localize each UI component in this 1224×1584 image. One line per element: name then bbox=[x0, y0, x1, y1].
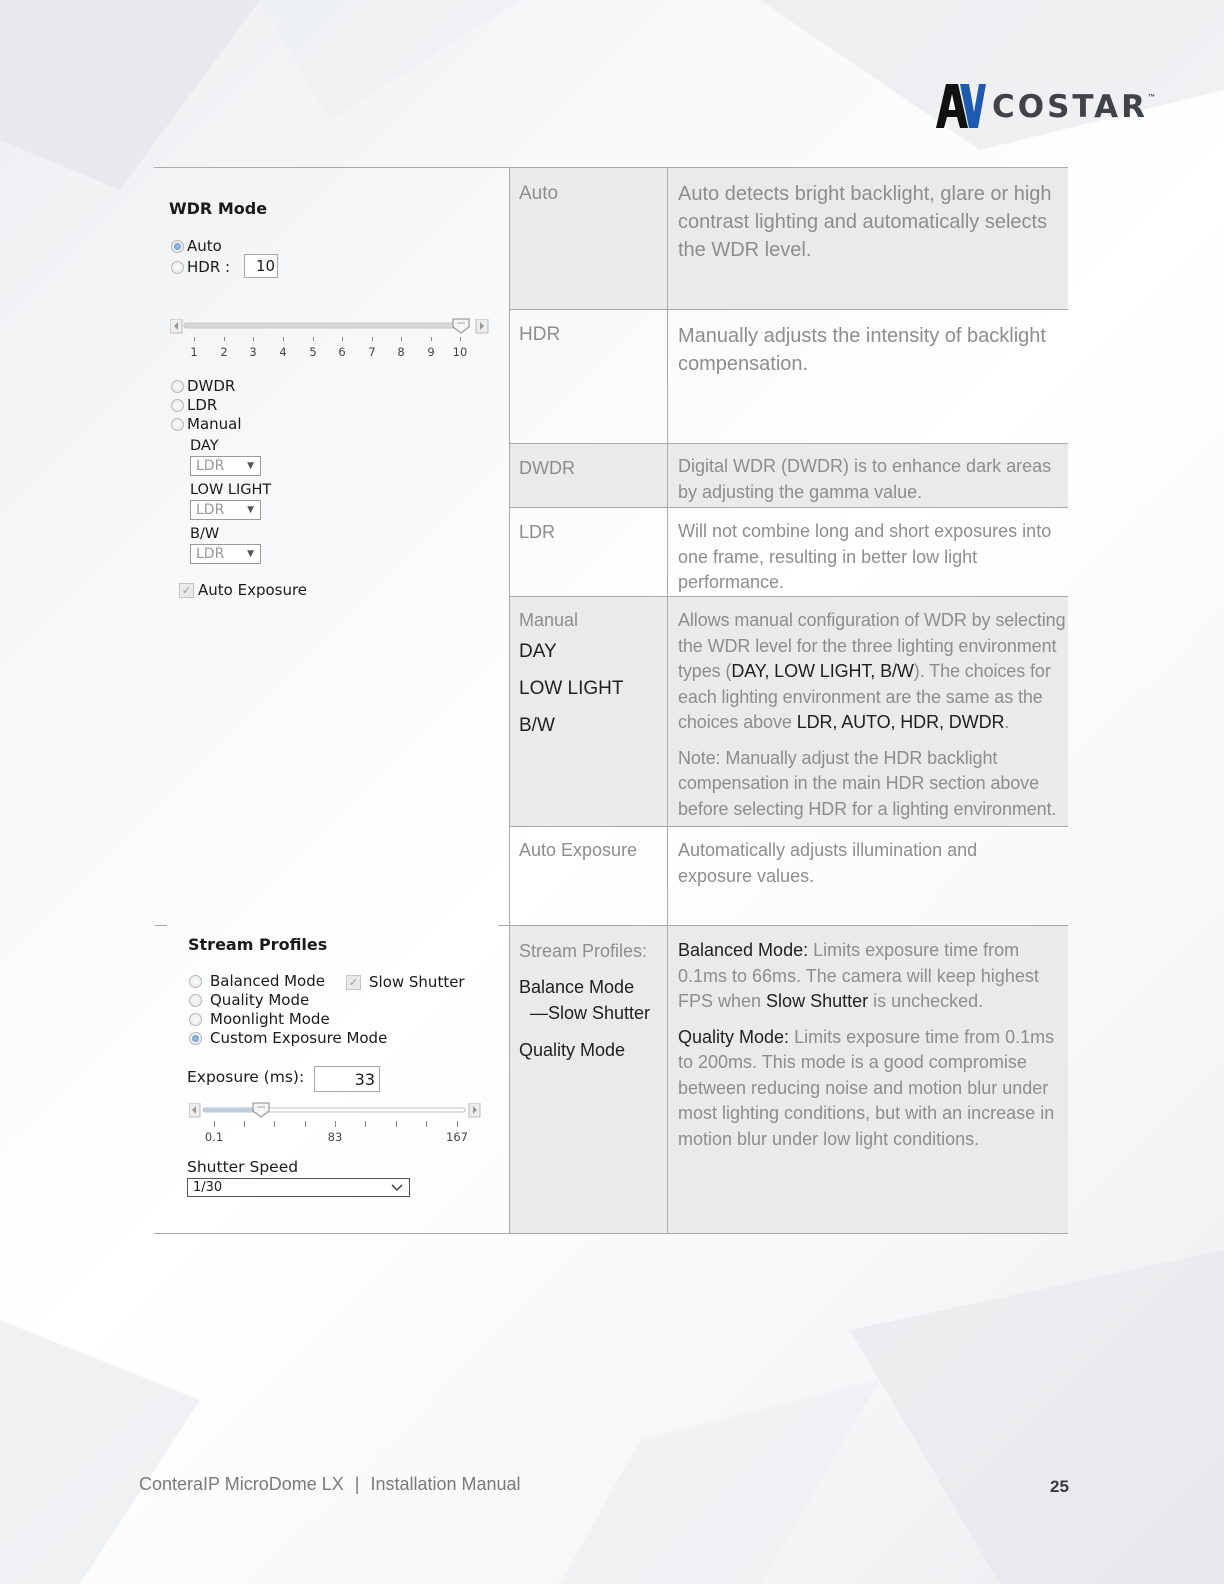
desc-balanced-mode bbox=[678, 938, 1063, 1015]
desc-manual bbox=[678, 608, 1066, 822]
dropdown-arrow-icon: ▼ bbox=[247, 549, 254, 559]
chevron-down-icon bbox=[391, 1184, 403, 1192]
checkbox-checked-icon[interactable]: ✓ bbox=[346, 975, 361, 990]
radio-button-icon[interactable] bbox=[189, 994, 202, 1007]
row-divider bbox=[509, 309, 1068, 310]
mode-radio-custom[interactable] bbox=[189, 1028, 387, 1048]
row-divider bbox=[509, 596, 1068, 597]
row-divider bbox=[509, 443, 1068, 444]
radio-label: HDR : bbox=[187, 258, 231, 276]
slider-tick bbox=[253, 337, 254, 341]
slider-tick bbox=[431, 337, 432, 341]
exposure-slider[interactable] bbox=[189, 1103, 489, 1123]
radio-label: Custom Exposure Mode bbox=[210, 1029, 388, 1047]
radio-button-icon[interactable] bbox=[189, 1032, 202, 1045]
checkbox-checked-icon[interactable]: ✓ bbox=[179, 583, 194, 598]
slider-tick bbox=[457, 1121, 458, 1127]
desc-quality-text: Limits exposure time from 0.1ms to 200ms. This mode is a good compromise between reducing noise and motion blur under most lighting conditions, but with an increase in motion blur under low light conditions. bbox=[678, 1026, 1055, 1149]
shutter-speed-value: 1/30 bbox=[193, 1180, 223, 1195]
bw-select[interactable] bbox=[190, 544, 261, 564]
label-auto-exposure: Auto Exposure bbox=[519, 840, 638, 860]
wdr-mode-panel bbox=[168, 198, 498, 618]
slider-tick bbox=[365, 1121, 366, 1127]
radio-label: Moonlight Mode bbox=[210, 1010, 330, 1028]
slider-tick-label: 8 bbox=[397, 345, 405, 359]
wdr-radio-hdr[interactable] bbox=[171, 257, 230, 277]
radio-button-icon[interactable] bbox=[189, 1013, 202, 1026]
desc-balanced-text-1: Limits exposure time from 0.1ms to 66ms. The camera will keep highest FPS when bbox=[678, 940, 1039, 1011]
label-ldr: LDR bbox=[519, 522, 556, 542]
desc-stream bbox=[678, 938, 1063, 1152]
wdr-radio-ldr[interactable] bbox=[171, 395, 217, 415]
trademark-symbol: ™ bbox=[1148, 94, 1156, 101]
auto-exposure-label: Auto Exposure bbox=[198, 581, 308, 599]
radio-label: Manual bbox=[187, 415, 242, 433]
day-label: DAY bbox=[190, 438, 219, 454]
stream-profiles-panel bbox=[187, 934, 487, 1204]
bw-label: B/W bbox=[190, 526, 220, 542]
label-auto: Auto bbox=[519, 183, 559, 204]
slider-tick bbox=[244, 1121, 245, 1127]
bw-select-value: LDR bbox=[196, 546, 225, 562]
slider-tick-label: 10 bbox=[452, 345, 468, 359]
slider-tick-label: 0.1 bbox=[204, 1130, 224, 1144]
slow-shutter-label: Slow Shutter bbox=[369, 973, 465, 991]
slider-tick bbox=[305, 1121, 306, 1127]
desc-auto-exposure: Automatically adjusts illumination and exposure values. bbox=[678, 840, 978, 886]
hdr-slider-thumb[interactable] bbox=[452, 318, 470, 334]
day-select[interactable] bbox=[190, 456, 261, 476]
desc-dwdr: Digital WDR (DWDR) is to enhance dark areas by adjusting the gamma value. bbox=[678, 456, 1052, 502]
slider-tick-label: 167 bbox=[446, 1130, 468, 1144]
radio-button-icon[interactable] bbox=[171, 399, 184, 412]
slider-tick-label: 9 bbox=[427, 345, 435, 359]
slider-tick bbox=[214, 1121, 215, 1127]
label-dwdr: DWDR bbox=[519, 458, 575, 478]
radio-label: Balanced Mode bbox=[210, 972, 325, 990]
logo-mark bbox=[936, 84, 986, 128]
footer-separator: | bbox=[354, 1474, 360, 1494]
page-number: 25 bbox=[1050, 1477, 1069, 1496]
left-divider-stub bbox=[155, 925, 167, 926]
label-slow-shutter: —Slow Shutter bbox=[530, 1003, 651, 1023]
exposure-slider-thumb[interactable] bbox=[252, 1102, 270, 1118]
row-divider bbox=[509, 507, 1068, 508]
label-stream-group bbox=[519, 938, 659, 1063]
label-quality-mode: Quality Mode bbox=[519, 1040, 626, 1060]
slider-tick bbox=[426, 1121, 427, 1127]
logo-wordmark: COSTAR bbox=[992, 89, 1149, 125]
exposure-input-value: 33 bbox=[354, 1069, 375, 1089]
slider-tick-label: 3 bbox=[249, 345, 257, 359]
label-balance-mode: Balance Mode bbox=[519, 977, 635, 997]
slider-tick bbox=[313, 337, 314, 341]
slider-tick-label: 2 bbox=[220, 345, 228, 359]
desc-balanced-text-2: is unchecked. bbox=[868, 991, 984, 1011]
wdr-mode-title: WDR Mode bbox=[169, 199, 268, 218]
exposure-label: Exposure (ms): bbox=[187, 1068, 305, 1086]
shutter-speed-label: Shutter Speed bbox=[187, 1158, 299, 1176]
slider-tick bbox=[460, 337, 461, 341]
desc-manual-text-1: Allows manual configuration of WDR by selecting the WDR level for the three lighting environment types ( bbox=[678, 610, 1066, 681]
footer-document-title bbox=[139, 1474, 521, 1495]
desc-hdr: Manually adjusts the intensity of backlight compensation. bbox=[678, 325, 1046, 375]
shutter-speed-select[interactable] bbox=[187, 1178, 410, 1197]
radio-label: Quality Mode bbox=[210, 991, 310, 1009]
wdr-radio-manual[interactable] bbox=[171, 414, 242, 434]
slider-tick bbox=[224, 337, 225, 341]
radio-button-icon[interactable] bbox=[171, 261, 184, 274]
day-select-value: LDR bbox=[196, 458, 225, 474]
hdr-level-input[interactable] bbox=[244, 254, 278, 278]
label-manual: Manual bbox=[519, 610, 579, 630]
slider-tick bbox=[401, 337, 402, 341]
column-divider bbox=[667, 167, 668, 1234]
wdr-radio-dwdr[interactable] bbox=[171, 376, 235, 396]
term-slow-shutter: Slow Shutter bbox=[766, 991, 869, 1011]
radio-button-icon[interactable] bbox=[189, 975, 202, 988]
dropdown-arrow-icon: ▼ bbox=[247, 461, 254, 471]
term-balanced-mode: Balanced Mode: bbox=[678, 940, 809, 960]
stream-profiles-title: Stream Profiles bbox=[188, 935, 328, 954]
hdr-slider[interactable] bbox=[170, 319, 490, 341]
table-top-border bbox=[154, 167, 1068, 168]
slider-tick-label: 4 bbox=[279, 345, 287, 359]
footer-manual: Installation Manual bbox=[370, 1474, 521, 1494]
radio-button-icon[interactable] bbox=[171, 380, 184, 393]
slider-tick-label: 7 bbox=[368, 345, 376, 359]
lowlight-select-value: LDR bbox=[196, 502, 225, 518]
row-divider bbox=[509, 826, 1068, 827]
desc-manual-note: Note: Manually adjust the HDR backlight compensation in the main HDR section above before selecting HDR for a lighting environment. bbox=[678, 747, 1057, 819]
desc-ldr: Will not combine long and short exposures into one frame, resulting in better low light performance. bbox=[678, 521, 1052, 592]
exposure-input[interactable] bbox=[314, 1066, 380, 1092]
slider-tick bbox=[342, 337, 343, 341]
desc-manual-text-3: . bbox=[1004, 712, 1010, 732]
slow-shutter-checkbox[interactable] bbox=[346, 973, 465, 991]
label-stream-profiles: Stream Profiles: bbox=[519, 941, 648, 961]
avcostar-logo bbox=[936, 84, 1155, 128]
column-divider bbox=[509, 167, 510, 1234]
lowlight-label: LOW LIGHT bbox=[190, 482, 272, 498]
slider-tick-label: 5 bbox=[309, 345, 317, 359]
slider-tick bbox=[274, 1121, 275, 1127]
auto-exposure-checkbox[interactable] bbox=[179, 581, 307, 599]
slider-tick bbox=[283, 337, 284, 341]
radio-button-icon[interactable] bbox=[171, 240, 184, 253]
slider-tick bbox=[194, 337, 195, 341]
label-hdr: HDR bbox=[519, 324, 561, 345]
radio-label: DWDR bbox=[187, 377, 236, 395]
slider-tick-label: 1 bbox=[190, 345, 198, 359]
desc-manual-types: DAY, LOW LIGHT, B/W bbox=[731, 661, 914, 681]
radio-label: LDR bbox=[187, 396, 218, 414]
lowlight-select[interactable] bbox=[190, 500, 261, 520]
row-divider bbox=[509, 925, 1068, 926]
label-low-light: LOW LIGHT bbox=[519, 678, 624, 699]
radio-label: Auto bbox=[187, 237, 222, 255]
label-manual-group bbox=[519, 607, 624, 744]
term-quality-mode: Quality Mode: bbox=[678, 1026, 790, 1047]
desc-manual-paragraph bbox=[678, 608, 1066, 736]
slider-tick bbox=[335, 1121, 336, 1127]
desc-quality-mode bbox=[678, 1025, 1063, 1153]
slider-tick bbox=[396, 1121, 397, 1127]
slider-tick-label: 6 bbox=[338, 345, 346, 359]
mode-radio-moonlight[interactable] bbox=[189, 1009, 330, 1029]
table-bottom-border bbox=[154, 1233, 1068, 1234]
mode-radio-balanced[interactable] bbox=[189, 971, 325, 991]
mode-radio-quality[interactable] bbox=[189, 990, 309, 1010]
av-mark-icon bbox=[936, 84, 986, 128]
hdr-level-value: 10 bbox=[256, 257, 276, 275]
desc-auto: Auto detects bright backlight, glare or high contrast lighting and automatically selects the WDR level. bbox=[678, 183, 1052, 261]
dropdown-arrow-icon: ▼ bbox=[247, 505, 254, 515]
label-bw: B/W bbox=[519, 715, 555, 736]
desc-manual-text-2: ). The choices for each lighting environment are the same as the choices above bbox=[678, 661, 1051, 732]
desc-manual-choices: LDR, AUTO, HDR, DWDR bbox=[796, 712, 1005, 732]
wdr-radio-auto[interactable] bbox=[171, 236, 222, 256]
radio-button-icon[interactable] bbox=[171, 418, 184, 431]
footer-product: ConteraIP MicroDome LX bbox=[139, 1474, 344, 1494]
slider-tick bbox=[372, 337, 373, 341]
label-day: DAY bbox=[519, 641, 557, 662]
slider-tick-label: 83 bbox=[327, 1130, 343, 1144]
